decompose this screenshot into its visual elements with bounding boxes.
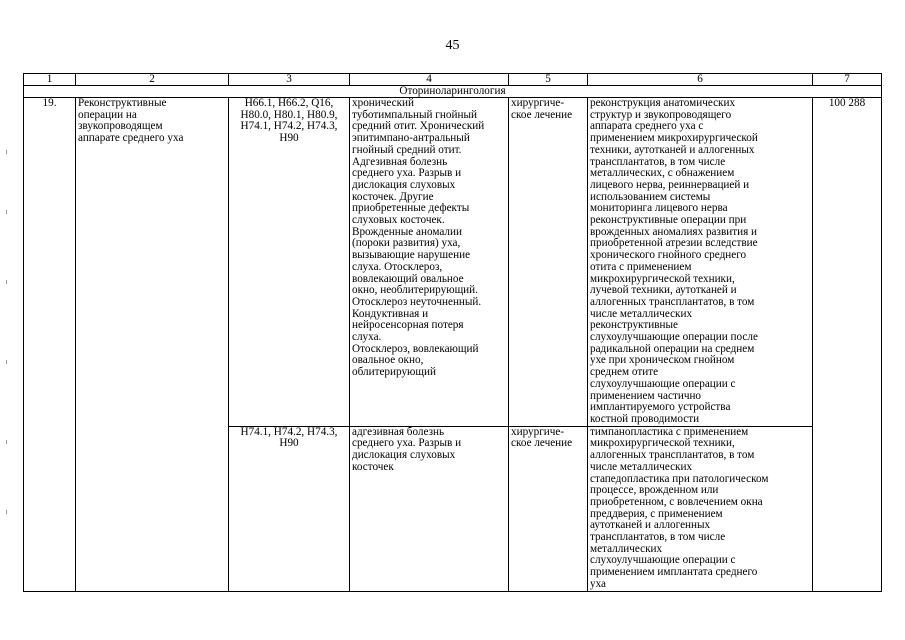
text-line: H66.1, H66.2, Q16, xyxy=(244,97,334,109)
text-line: косточек. Другие xyxy=(352,190,434,203)
text-line: H90 xyxy=(279,437,299,450)
column-number: 2 xyxy=(76,74,229,86)
text-line: тимпанопластика с применением xyxy=(590,426,749,438)
text-line: H80.0, H80.1, H80.9, xyxy=(240,108,338,121)
text-line: использованием системы xyxy=(590,190,711,203)
text-line: уха xyxy=(590,577,607,590)
text-line: операции на xyxy=(78,108,137,121)
margin-scan-marks xyxy=(6,150,7,570)
treatment-method xyxy=(588,426,813,591)
text-line: микрохирургической техники, xyxy=(590,437,735,450)
text-line: реконструктивные операции при xyxy=(590,214,747,227)
text-line: слуха. Отосклероз, xyxy=(352,260,443,273)
text-line: дислокация слуховых xyxy=(352,449,456,462)
diagnosis-codes xyxy=(229,426,350,591)
text-line: имплантируемого устройства xyxy=(590,401,731,414)
diagnosis-description xyxy=(350,98,509,427)
text-line: приобретенные дефекты xyxy=(352,202,470,215)
text-line: хронический xyxy=(352,97,415,109)
treatment-type xyxy=(509,98,588,427)
column-number: 5 xyxy=(509,74,588,86)
diagnosis-codes xyxy=(229,98,350,427)
text-line: числе металлических xyxy=(590,460,693,473)
text-line: лучевой техники, аутотканей и xyxy=(590,284,737,297)
text-line: реконструкция анатомических xyxy=(590,97,736,109)
text-line: (пороки развития) уха, xyxy=(352,237,461,250)
text-line: средний отит. Хронический xyxy=(352,120,485,133)
text-line: слуховых косточек. xyxy=(352,214,445,227)
text-line: среднем отите xyxy=(590,366,659,379)
column-number: 1 xyxy=(24,74,76,86)
text-line: среднего уха. Разрыв и xyxy=(352,167,462,180)
text-line: врожденных аномалиях развития и xyxy=(590,225,758,238)
text-line: гнойный средний отит. xyxy=(352,143,462,156)
text-line: структур и звукопроводящего xyxy=(590,108,732,121)
table-row xyxy=(24,98,882,427)
medical-services-table xyxy=(23,73,882,592)
text-line: хирургиче- xyxy=(511,97,565,109)
text-line: H90 xyxy=(279,132,299,145)
diagnosis-description xyxy=(350,426,509,591)
text-line: применением имплантата среднего xyxy=(590,566,758,579)
text-line: стапедопластика при патологическом xyxy=(590,472,769,485)
column-number: 7 xyxy=(813,74,882,86)
section-title-row xyxy=(24,86,882,98)
text-line: лицевого нерва, реиннервацией и xyxy=(590,178,750,191)
column-number: 3 xyxy=(229,74,350,86)
text-line: дислокация слуховых xyxy=(352,178,456,191)
text-line: приобретенном, с вовлечением окна xyxy=(590,495,763,508)
text-line: адгезивная болезнь xyxy=(352,426,445,438)
text-line: овальное окно, xyxy=(352,354,424,367)
text-line: мониторинга лицевого нерва xyxy=(590,202,728,215)
text-line: среднего уха. Разрыв и xyxy=(352,437,462,450)
page-number: 45 xyxy=(445,38,460,53)
text-line: аллогенных трансплантатов, в том xyxy=(590,295,755,308)
text-line: аутотканей и аллогенных xyxy=(590,519,711,532)
text-line: аллогенных трансплантатов, в том xyxy=(590,449,755,462)
text-line: косточек xyxy=(352,460,394,473)
text-line: ское лечение xyxy=(511,437,573,450)
text-line: применением частично xyxy=(590,389,702,402)
text-line: трансплантатов, в том числе xyxy=(590,531,726,544)
treatment-method xyxy=(588,98,813,427)
text-line: H74.1, H74.2, H74.3, xyxy=(240,426,338,438)
text-line: трансплантатов, в том числе xyxy=(590,155,726,168)
procedure-name xyxy=(76,98,229,592)
text-line: приобретенной атрезии вследствие xyxy=(590,237,758,250)
text-line: процессе, врожденном или xyxy=(590,484,719,497)
text-line: числе металлических xyxy=(590,307,693,320)
text-line: вовлекающий овальное xyxy=(352,272,464,285)
text-line: слуха. xyxy=(352,331,382,344)
row-number: 19. xyxy=(24,98,76,592)
text-line: вызывающие нарушение xyxy=(352,249,471,262)
text-line: преддверия, с применением xyxy=(590,507,723,520)
text-line: Кондуктивная и xyxy=(352,307,429,320)
text-line: Реконструктивные xyxy=(78,97,167,109)
text-line: слухоулучшающие операции с xyxy=(590,554,736,567)
column-number: 4 xyxy=(350,74,509,86)
text-line: ухе при хроническом гнойном xyxy=(590,354,735,367)
text-line: реконструктивные xyxy=(590,319,678,332)
text-line: звукопроводящем xyxy=(78,120,163,133)
text-line: металлических, с обнажением xyxy=(590,167,735,180)
text-line: аппарате среднего уха xyxy=(78,132,184,145)
text-line: H74.1, H74.2, H74.3, xyxy=(240,120,338,133)
text-line: Отосклероз, вовлекающий xyxy=(352,342,479,355)
text-line: радикальной операции на среднем xyxy=(590,342,755,355)
text-line: Адгезивная болезнь xyxy=(352,155,448,168)
text-line: туботимпальный гнойный xyxy=(352,108,477,121)
text-line: Отосклероз неуточненный. xyxy=(352,295,482,308)
text-line: хронического гнойного среднего xyxy=(590,249,747,262)
column-number-row xyxy=(24,74,882,86)
text-line: слухоулучшающие операции с xyxy=(590,377,736,390)
treatment-type xyxy=(509,426,588,591)
text-line: отита с применением xyxy=(590,260,692,273)
text-line: облитерирующий xyxy=(352,366,436,379)
text-line: эпитимпано-антральный xyxy=(352,132,470,145)
text-line: слухоулучшающие операции после xyxy=(590,331,758,344)
text-line: Врожденные аномалии xyxy=(352,225,462,238)
text-line: применением микрохирургической xyxy=(590,132,758,145)
text-line: аппарата среднего уха с xyxy=(590,120,704,133)
cost-value: 100 288 xyxy=(813,98,882,592)
section-title: Оториноларингология xyxy=(24,86,882,98)
text-line: окно, необлитерирующий. xyxy=(352,284,478,297)
text-line: техники, аутотканей и аллогенных xyxy=(590,143,755,156)
column-number: 6 xyxy=(588,74,813,86)
text-line: костной проводимости xyxy=(590,412,700,425)
text-line: нейросенсорная потеря xyxy=(352,319,464,332)
text-line: хирургиче- xyxy=(511,426,565,438)
text-line: микрохирургической техники, xyxy=(590,272,735,285)
text-line: металлических xyxy=(590,542,663,555)
text-line: ское лечение xyxy=(511,108,573,121)
